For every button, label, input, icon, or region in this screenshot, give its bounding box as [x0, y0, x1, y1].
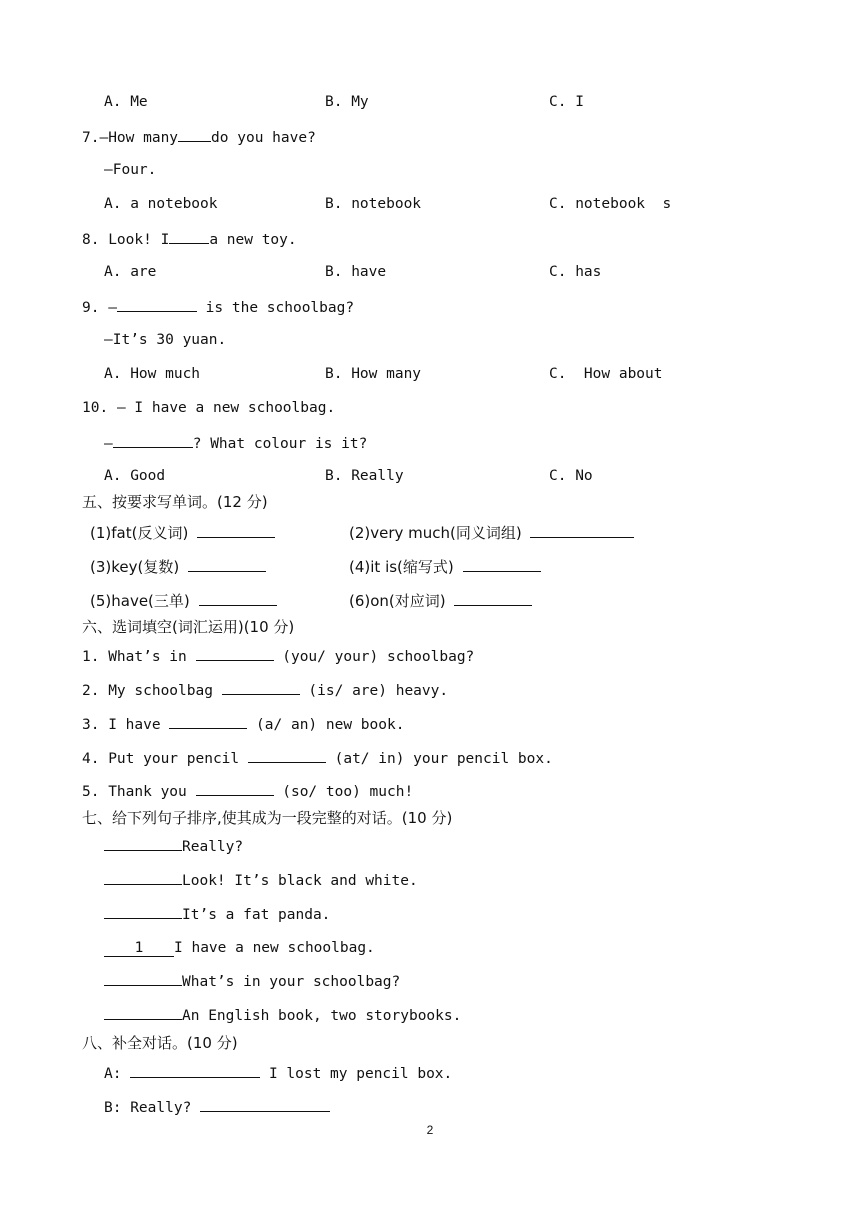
sec6-item-4-blank[interactable] — [248, 747, 326, 763]
sec7-item-2-fill[interactable] — [104, 884, 182, 885]
q6-option-b: B. My — [325, 94, 369, 110]
sec7-item-4-text: I have a new schoolbag. — [174, 940, 375, 956]
sec5-item-2-label: (2)very much(同义词组) — [349, 524, 522, 542]
sec7-item-6-text: An English book, two storybooks. — [182, 1008, 462, 1024]
sec8-a-blank[interactable] — [130, 1062, 260, 1078]
sec8-b-blank[interactable] — [200, 1096, 330, 1112]
sec5-item-1-label: (1)fat(反义词) — [90, 524, 189, 542]
sec7-item-1-text: Really? — [182, 839, 244, 855]
q7-blank[interactable] — [178, 126, 211, 142]
sec6-item-3-blank[interactable] — [169, 713, 247, 729]
question-10 — [82, 398, 335, 418]
sec5-item-6-blank[interactable] — [454, 590, 532, 606]
q9-text-post: is the schoolbag? — [196, 300, 355, 316]
page-number: 2 — [426, 1123, 434, 1137]
sec5-item-6-label: (6)on(对应词) — [349, 592, 446, 610]
q10-option-c: C. No — [549, 468, 593, 484]
sec6-item-3 — [82, 713, 404, 735]
q9-option-a: A. How much — [104, 366, 201, 382]
sec8-line-a — [104, 1062, 452, 1084]
q10-text-post: ? What colour is it? — [192, 436, 368, 452]
q9-option-c: C. How about — [549, 366, 663, 382]
q7-option-c: C. notebook s — [549, 196, 672, 212]
q9-number: 9. — [82, 300, 100, 316]
sec5-item-5-blank[interactable] — [199, 590, 277, 606]
sec7-item-2 — [104, 871, 418, 891]
sec5-item-3-label: (3)key(复数) — [90, 558, 180, 576]
q7-text-pre: —How many — [99, 130, 179, 146]
question-8 — [82, 228, 297, 250]
q7-answer: —Four. — [104, 162, 157, 178]
sec5-item-1-blank[interactable] — [197, 522, 275, 538]
sec5-item-2-blank[interactable] — [530, 522, 634, 538]
sec7-item-5 — [104, 972, 400, 992]
q7-text-post: do you have? — [211, 130, 316, 146]
q7-option-a: A. a notebook — [104, 196, 218, 212]
q6-option-c: C. I — [549, 94, 584, 110]
question-9 — [82, 296, 354, 318]
sec5-item-4-blank[interactable] — [463, 556, 541, 572]
sec7-item-5-text: What’s in your schoolbag? — [182, 974, 401, 990]
sec7-item-4 — [104, 938, 375, 958]
q10-number: 10. — [82, 400, 109, 416]
sec8-line-b — [104, 1096, 330, 1118]
sec6-item-4-post: (at/ in) your pencil box. — [334, 751, 553, 767]
sec7-item-3-fill[interactable] — [104, 918, 182, 919]
q8-blank[interactable] — [169, 228, 209, 244]
sec7-item-1-fill[interactable] — [104, 850, 182, 851]
section-5-title: 五、按要求写单词。(12 分) — [82, 493, 268, 511]
sec5-item-5 — [90, 590, 277, 612]
sec6-item-3-pre: 3. I have — [82, 717, 161, 733]
sec5-item-5-label: (5)have(三单) — [90, 592, 190, 610]
sec6-item-2-pre: 2. My schoolbag — [82, 683, 213, 699]
sec6-item-5-pre: 5. Thank you — [82, 784, 187, 800]
sec7-item-3-text: It’s a fat panda. — [182, 907, 331, 923]
q7-number: 7. — [82, 130, 100, 146]
q10-option-b: B. Really — [325, 468, 404, 484]
sec6-item-2-blank[interactable] — [222, 679, 300, 695]
sec7-item-5-fill[interactable] — [104, 985, 182, 986]
sec8-a-label: A: — [104, 1066, 122, 1082]
q10-blank[interactable] — [113, 432, 193, 448]
q8-option-b: B. have — [325, 264, 387, 280]
sec5-item-2 — [349, 522, 634, 544]
q10-option-a: A. Good — [104, 468, 166, 484]
sec6-item-4-pre: 4. Put your pencil — [82, 751, 240, 767]
q6-option-a: A. Me — [104, 94, 148, 110]
q10-line-1: — I have a new schoolbag. — [116, 400, 336, 416]
sec6-item-4 — [82, 747, 553, 769]
sec7-item-1 — [104, 837, 243, 857]
sec5-item-6 — [349, 590, 532, 612]
question-7 — [82, 126, 316, 148]
sec7-item-2-text: Look! It’s black and white. — [182, 873, 418, 889]
sec6-item-5-post: (so/ too) much! — [282, 784, 414, 800]
sec8-b-label: B: Really? — [104, 1100, 192, 1116]
sec7-item-6 — [104, 1006, 461, 1026]
q8-option-c: C. has — [549, 264, 602, 280]
sec6-item-2 — [82, 679, 448, 701]
sec6-item-1-post: (you/ your) schoolbag? — [282, 649, 475, 665]
sec8-a-text: I lost my pencil box. — [268, 1066, 453, 1082]
q7-option-b: B. notebook — [325, 196, 422, 212]
sec5-item-3-blank[interactable] — [188, 556, 266, 572]
q9-text-pre: — — [108, 300, 117, 316]
sec7-item-3 — [104, 905, 330, 925]
section-8-title: 八、补全对话。(10 分) — [82, 1034, 238, 1052]
q8-text-post: a new toy. — [209, 232, 297, 248]
q9-answer: —It’s 30 yuan. — [104, 332, 227, 348]
q10-text-pre: — — [104, 436, 113, 452]
sec6-item-5 — [82, 780, 413, 802]
section-7-title: 七、给下列句子排序,使其成为一段完整的对话。(10 分) — [82, 809, 453, 827]
q8-option-a: A. are — [104, 264, 157, 280]
sec6-item-1-pre: 1. What’s in — [82, 649, 187, 665]
q9-option-b: B. How many — [325, 366, 422, 382]
sec5-item-4 — [349, 556, 541, 578]
sec5-item-3 — [90, 556, 266, 578]
sec6-item-5-blank[interactable] — [196, 780, 274, 796]
sec6-item-3-post: (a/ an) new book. — [256, 717, 405, 733]
sec5-item-4-label: (4)it is(缩写式) — [349, 558, 454, 576]
q8-number: 8. — [82, 232, 100, 248]
q10-line-2 — [104, 432, 367, 454]
sec7-item-4-fill[interactable]: 1 — [104, 940, 174, 957]
sec6-item-2-post: (is/ are) heavy. — [308, 683, 449, 699]
q8-text-pre: Look! I — [108, 232, 170, 248]
sec5-item-1 — [90, 522, 275, 544]
section-6-title: 六、选词填空(词汇运用)(10 分) — [82, 618, 295, 636]
sec6-item-1 — [82, 645, 474, 667]
q9-blank[interactable] — [117, 296, 197, 312]
sec7-item-6-fill[interactable] — [104, 1019, 182, 1020]
sec6-item-1-blank[interactable] — [196, 645, 274, 661]
